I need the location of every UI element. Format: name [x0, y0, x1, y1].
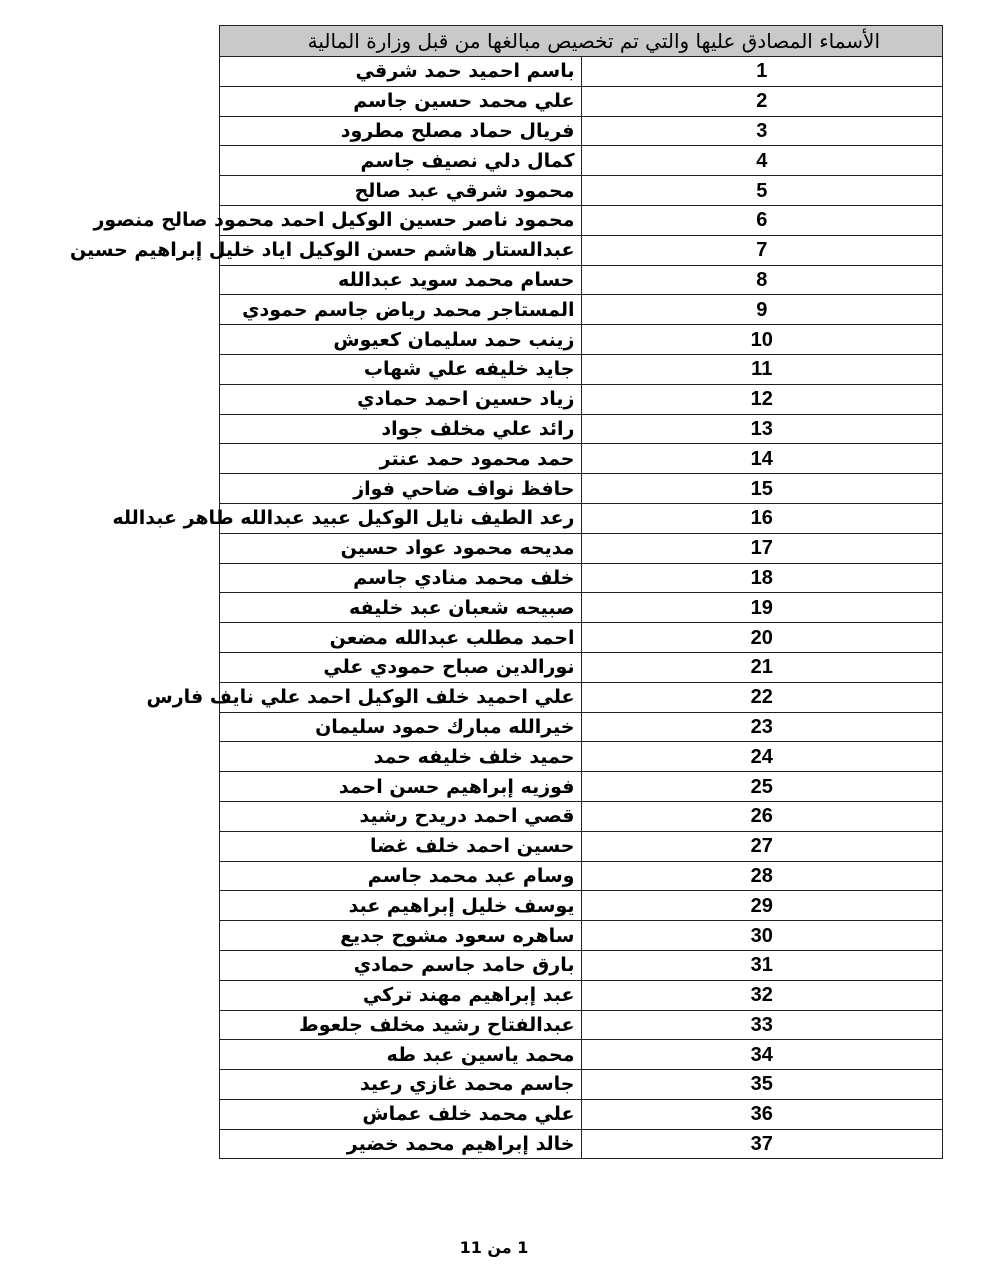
person-name: خالد إبراهيم محمد خضير — [220, 1129, 582, 1159]
row-number: 36 — [581, 1099, 943, 1129]
person-name: يوسف خليل إبراهيم عبد — [220, 891, 582, 921]
names-document — [69, 25, 943, 1159]
table-row — [220, 980, 943, 1010]
row-number: 17 — [581, 533, 943, 563]
table-row — [220, 1040, 943, 1070]
person-name: ساهره سعود مشوح جديع — [220, 921, 582, 951]
row-number: 12 — [581, 384, 943, 414]
row-number: 24 — [581, 742, 943, 772]
table-header-row — [220, 26, 943, 57]
table-row — [220, 623, 943, 653]
row-number: 23 — [581, 712, 943, 742]
table-row — [220, 474, 943, 504]
row-number: 27 — [581, 831, 943, 861]
row-number: 35 — [581, 1070, 943, 1100]
person-name: صبيحه شعبان عبد خليفه — [220, 593, 582, 623]
row-number: 18 — [581, 563, 943, 593]
table-row — [220, 593, 943, 623]
row-number: 22 — [581, 682, 943, 712]
table-row — [220, 742, 943, 772]
table-row — [220, 652, 943, 682]
person-name: احمد مطلب عبدالله مضعن — [220, 623, 582, 653]
row-number: 2 — [581, 86, 943, 116]
table-row — [220, 57, 943, 87]
person-name: بارق حامد جاسم حمادي — [220, 950, 582, 980]
approved-names-table — [69, 25, 943, 1159]
table-row — [220, 414, 943, 444]
row-number: 3 — [581, 116, 943, 146]
person-name: خلف محمد منادي جاسم — [220, 563, 582, 593]
person-name: جايد خليفه علي شهاب — [220, 354, 582, 384]
table-row — [220, 801, 943, 831]
row-number: 30 — [581, 921, 943, 951]
person-name: رعد الطيف نايل الوكيل عبيد عبدالله طاهر عبدالله — [220, 503, 582, 533]
table-row — [220, 146, 943, 176]
person-name: وسام عبد محمد جاسم — [220, 861, 582, 891]
row-number: 37 — [581, 1129, 943, 1159]
table-row — [220, 950, 943, 980]
person-name: مديحه محمود عواد حسين — [220, 533, 582, 563]
person-name: علي محمد خلف عماش — [220, 1099, 582, 1129]
page-number — [0, 1238, 988, 1257]
row-number: 10 — [581, 325, 943, 355]
table-row — [220, 861, 943, 891]
row-number: 13 — [581, 414, 943, 444]
row-number: 15 — [581, 474, 943, 504]
table-row — [220, 712, 943, 742]
person-name: عبدالفتاح رشيد مخلف جلعوط — [220, 1010, 582, 1040]
table-row — [220, 772, 943, 802]
table-row — [220, 295, 943, 325]
row-number: 16 — [581, 503, 943, 533]
row-number: 20 — [581, 623, 943, 653]
row-number: 19 — [581, 593, 943, 623]
row-number: 31 — [581, 950, 943, 980]
row-number: 29 — [581, 891, 943, 921]
table-row — [220, 682, 943, 712]
person-name: باسم احميد حمد شرقي — [220, 57, 582, 87]
person-name: علي محمد حسين جاسم — [220, 86, 582, 116]
table-row — [220, 116, 943, 146]
table-row — [220, 205, 943, 235]
table-row — [220, 444, 943, 474]
table-row — [220, 503, 943, 533]
table-row — [220, 354, 943, 384]
row-number: 28 — [581, 861, 943, 891]
person-name: كمال دلي نصيف جاسم — [220, 146, 582, 176]
table-row — [220, 265, 943, 295]
row-number: 1 — [581, 57, 943, 87]
row-number: 14 — [581, 444, 943, 474]
table-row — [220, 384, 943, 414]
person-name: عبدالستار هاشم حسن الوكيل اياد خليل إبراهيم حسين — [220, 235, 582, 265]
person-name: المستاجر محمد رياض جاسم حمودي — [220, 295, 582, 325]
table-row — [220, 1129, 943, 1159]
row-number: 9 — [581, 295, 943, 325]
person-name: محمود شرقي عبد صالح — [220, 176, 582, 206]
row-number: 5 — [581, 176, 943, 206]
table-row — [220, 325, 943, 355]
person-name: محمود ناصر حسين الوكيل احمد محمود صالح منصور — [220, 205, 582, 235]
table-row — [220, 1010, 943, 1040]
row-number: 25 — [581, 772, 943, 802]
page-number-text: 1 من 11 — [459, 1238, 529, 1257]
person-name: فريال حماد مصلح مطرود — [220, 116, 582, 146]
row-number: 32 — [581, 980, 943, 1010]
person-name: قصي احمد دريدح رشيد — [220, 801, 582, 831]
table-body — [69, 57, 943, 1159]
document-title: الأسماء المصادق عليها والتي تم تخصيص مبالغها من قبل وزارة المالية — [220, 26, 943, 57]
table-row — [220, 235, 943, 265]
table-row — [220, 831, 943, 861]
table-row — [220, 563, 943, 593]
person-name: حسام محمد سويد عبدالله — [220, 265, 582, 295]
row-number: 33 — [581, 1010, 943, 1040]
person-name: فوزيه إبراهيم حسن احمد — [220, 772, 582, 802]
table-row — [220, 891, 943, 921]
person-name: زياد حسين احمد حمادي — [220, 384, 582, 414]
table-row — [220, 533, 943, 563]
table-row — [220, 921, 943, 951]
table-row — [220, 86, 943, 116]
person-name: زينب حمد سليمان كعيوش — [220, 325, 582, 355]
person-name: حافظ نواف ضاحي فواز — [220, 474, 582, 504]
row-number: 21 — [581, 652, 943, 682]
person-name: عبد إبراهيم مهند تركي — [220, 980, 582, 1010]
person-name: جاسم محمد غازي رعيد — [220, 1070, 582, 1100]
person-name: محمد ياسين عبد طه — [220, 1040, 582, 1070]
person-name: نورالدين صباح حمودي علي — [220, 652, 582, 682]
person-name: رائد علي مخلف جواد — [220, 414, 582, 444]
person-name: حسين احمد خلف غضا — [220, 831, 582, 861]
table-row — [220, 1070, 943, 1100]
table-row — [220, 176, 943, 206]
row-number: 26 — [581, 801, 943, 831]
person-name: حميد خلف خليفه حمد — [220, 742, 582, 772]
person-name: خيرالله مبارك حمود سليمان — [220, 712, 582, 742]
person-name: حمد محمود حمد عنتر — [220, 444, 582, 474]
row-number: 8 — [581, 265, 943, 295]
row-number: 7 — [581, 235, 943, 265]
row-number: 4 — [581, 146, 943, 176]
table-row — [220, 1099, 943, 1129]
row-number: 34 — [581, 1040, 943, 1070]
row-number: 11 — [581, 354, 943, 384]
person-name: علي احميد خلف الوكيل احمد علي نايف فارس — [220, 682, 582, 712]
row-number: 6 — [581, 205, 943, 235]
